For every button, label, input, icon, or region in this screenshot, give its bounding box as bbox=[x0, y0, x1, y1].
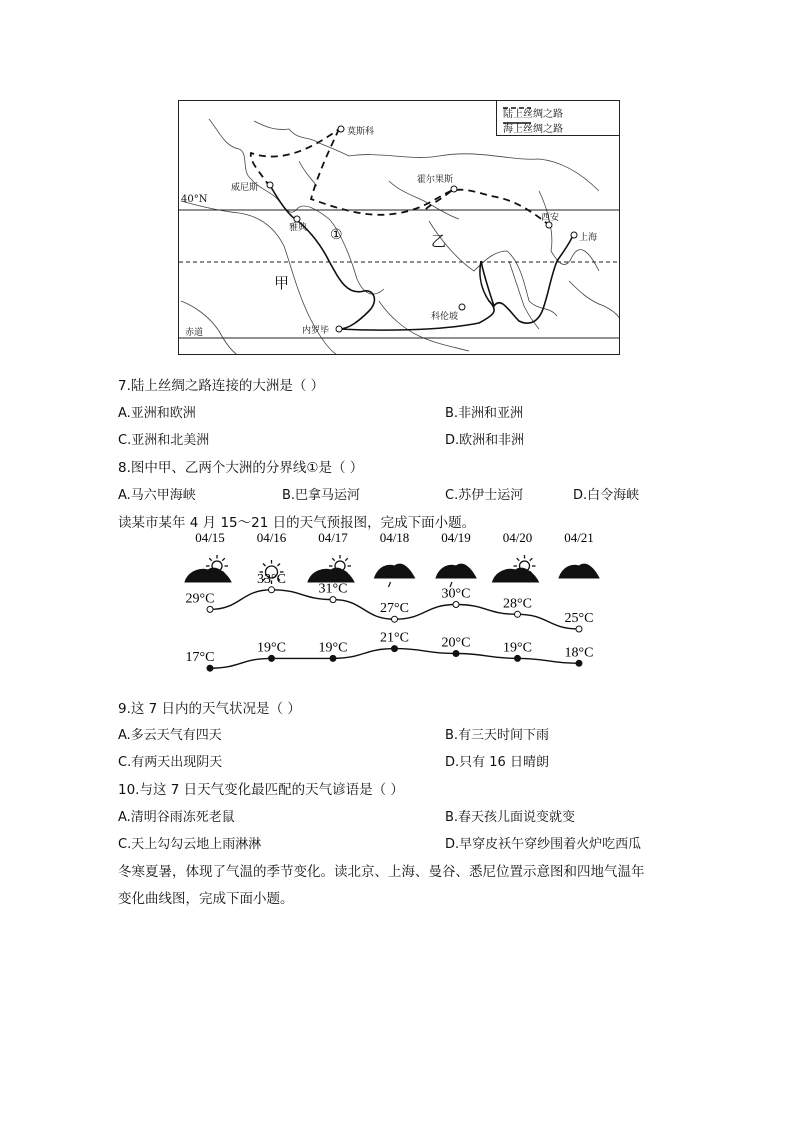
shanghai-dot bbox=[571, 232, 577, 238]
weather-date: 04/17 bbox=[318, 530, 348, 545]
silk-road-map bbox=[178, 100, 620, 355]
high-temp-label: 30°C bbox=[441, 586, 471, 602]
cloudy-icon bbox=[559, 564, 599, 578]
rain-icon bbox=[375, 564, 415, 587]
land-route-branch bbox=[424, 191, 451, 211]
label-shanghai: 上海 bbox=[579, 233, 598, 243]
question-7-option-a: A.亚洲和欧洲 bbox=[118, 406, 196, 421]
question-10-option-b: B.春天孩儿面说变就变 bbox=[445, 810, 576, 825]
colombo-dot bbox=[459, 304, 465, 310]
question-8-option-c: C.苏伊士运河 bbox=[445, 488, 524, 503]
nairobi-dot bbox=[336, 326, 342, 332]
question-10-option-d: D.早穿皮袄午穿纱围着火炉吃西瓜 bbox=[445, 837, 642, 852]
partly-cloudy-icon bbox=[493, 555, 539, 582]
label-equator: 赤道 bbox=[185, 328, 204, 338]
label-circle1: ① bbox=[330, 227, 343, 243]
weather-date: 04/18 bbox=[379, 530, 410, 545]
low-temp-point bbox=[207, 665, 213, 671]
weather-date: 04/21 bbox=[564, 530, 594, 545]
label-jia: 甲 bbox=[274, 274, 290, 292]
label-nairobi: 内罗毕 bbox=[302, 326, 330, 336]
question-7-stem: 7.陆上丝绸之路连接的大洲是（ ） bbox=[118, 378, 325, 394]
label-moscow: 莫斯科 bbox=[347, 127, 375, 137]
legend-sea: 海上丝绸之路 bbox=[503, 124, 563, 135]
weather-date: 04/19 bbox=[441, 530, 471, 545]
high-temp-point bbox=[453, 602, 459, 608]
question-7-option-d: D.欧洲和非洲 bbox=[445, 433, 525, 448]
label-venice: 威尼斯 bbox=[231, 183, 259, 193]
label-athens: 雅典 bbox=[289, 223, 308, 233]
land-route-north bbox=[251, 129, 339, 187]
question-10-option-c: C.天上勾勾云地上雨淋淋 bbox=[118, 837, 262, 852]
high-temp-label: 33°C bbox=[257, 571, 286, 587]
question-10-stem: 10.与这 7 日天气变化最匹配的天气谚语是（ ） bbox=[118, 782, 404, 798]
high-temp-point bbox=[515, 611, 521, 617]
weather-forecast-chart bbox=[180, 530, 620, 690]
question-8-option-b: B.巴拿马运河 bbox=[282, 488, 361, 503]
low-temp-point bbox=[576, 660, 582, 666]
low-temp-point bbox=[392, 646, 398, 652]
venice-dot bbox=[267, 182, 273, 188]
outro-line-1: 冬寒夏暑，体现了气温的季节变化。读北京、上海、曼谷、悉尼位置示意图和四地气温年 bbox=[118, 864, 645, 880]
weather-date: 04/15 bbox=[195, 530, 225, 545]
low-temp-point bbox=[515, 655, 521, 661]
high-temp-label: 31°C bbox=[318, 581, 348, 597]
map-drawing bbox=[179, 101, 620, 355]
label-colombo: 科伦坡 bbox=[431, 312, 459, 322]
low-temp-label: 20°C bbox=[441, 635, 471, 651]
high-temp-label: 29°C bbox=[185, 591, 215, 607]
outro-line-2: 变化曲线图，完成下面小题。 bbox=[118, 891, 294, 907]
high-temp-label: 28°C bbox=[503, 596, 532, 612]
low-temp-label: 17°C bbox=[185, 650, 215, 666]
question-9-option-d: D.只有 16 日晴朗 bbox=[445, 755, 549, 770]
label-xian: 西安 bbox=[541, 213, 560, 223]
low-temp-label: 19°C bbox=[503, 640, 532, 656]
partly-cloudy-icon bbox=[308, 555, 354, 582]
moscow-dot bbox=[338, 126, 344, 132]
question-10-option-a: A.清明谷雨冻死老鼠 bbox=[118, 810, 235, 825]
high-temp-point bbox=[392, 616, 398, 622]
low-temp-point bbox=[269, 655, 275, 661]
low-temp-point bbox=[330, 655, 336, 661]
map-legend bbox=[496, 101, 619, 136]
coastlines bbox=[181, 119, 620, 355]
question-8-stem: 8.图中甲、乙两个大洲的分界线①是（ ） bbox=[118, 460, 364, 476]
weather-date: 04/20 bbox=[502, 530, 533, 545]
weather-date: 04/16 bbox=[256, 530, 287, 545]
low-temp-label: 19°C bbox=[318, 640, 348, 656]
high-temp-label: 25°C bbox=[564, 611, 594, 626]
partly-cloudy-icon bbox=[185, 555, 231, 582]
question-8-option-d: D.白令海峡 bbox=[573, 488, 640, 503]
question-8-option-a: A.马六甲海峡 bbox=[118, 488, 196, 503]
question-7-option-b: B.非洲和亚洲 bbox=[445, 406, 524, 421]
sea-route bbox=[271, 187, 574, 330]
high-temp-point bbox=[269, 587, 275, 593]
high-temp-point bbox=[207, 606, 213, 612]
label-lat40: 40°N bbox=[181, 194, 208, 205]
high-temp-label: 27°C bbox=[380, 601, 409, 617]
khorgos-dot bbox=[451, 186, 457, 192]
high-temp-point bbox=[330, 597, 336, 603]
low-temp-label: 18°C bbox=[564, 645, 594, 661]
question-9-option-a: A.多云天气有四天 bbox=[118, 728, 222, 743]
question-7-option-c: C.亚洲和北美洲 bbox=[118, 433, 210, 448]
question-9-option-b: B.有三天时间下雨 bbox=[445, 728, 550, 743]
question-9-option-c: C.有两天出现阴天 bbox=[118, 755, 223, 770]
label-khorgos: 霍尔果斯 bbox=[417, 175, 454, 185]
high-temp-point bbox=[576, 626, 582, 632]
rain-icon bbox=[436, 564, 476, 587]
label-yi: 乙 bbox=[431, 232, 447, 250]
low-temp-point bbox=[453, 651, 459, 657]
question-9-stem: 9.这 7 日内的天气状况是（ ） bbox=[118, 701, 301, 717]
weather-intro: 读某市某年 4 月 15～21 日的天气预报图，完成下面小题。 bbox=[118, 515, 476, 531]
legend-land: 陆上丝绸之路 bbox=[503, 109, 563, 120]
low-temp-label: 21°C bbox=[380, 630, 409, 646]
low-temp-label: 19°C bbox=[257, 640, 286, 656]
